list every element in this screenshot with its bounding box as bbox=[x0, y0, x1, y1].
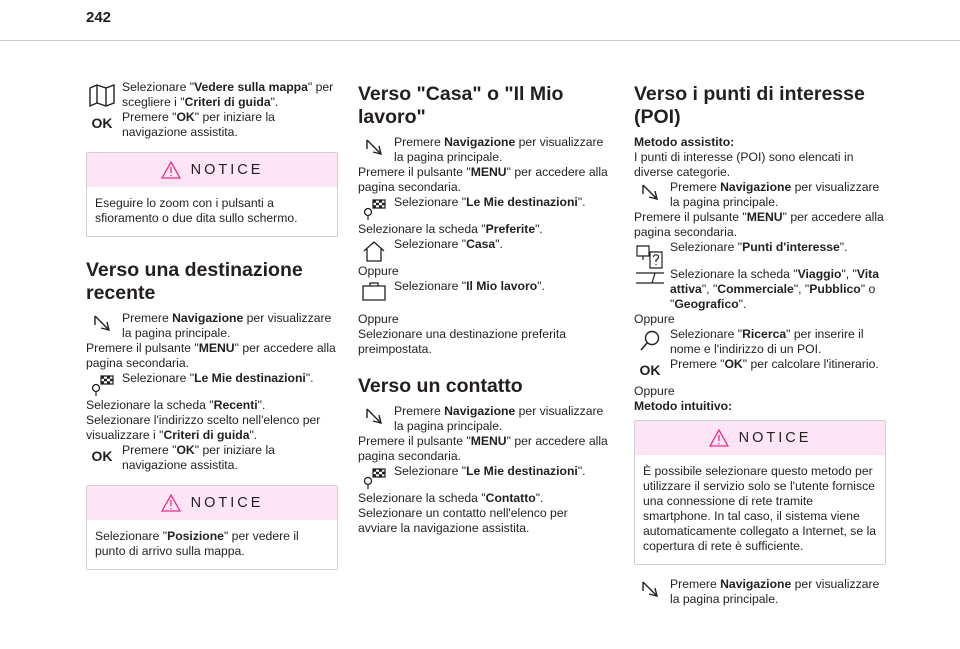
step-destinations bbox=[358, 464, 610, 479]
step-navigation bbox=[86, 311, 338, 341]
section-heading: Verso i punti di interesse (POI) bbox=[634, 83, 865, 128]
step-text: Selezionare un contatto nell'elenco per avviare la navigazione assistita. bbox=[358, 506, 568, 535]
step-navigation bbox=[358, 404, 610, 434]
column-right bbox=[634, 80, 886, 607]
step-text: Selezionare una destinazione preferita preimpostata. bbox=[358, 327, 567, 356]
step-navigation bbox=[358, 135, 610, 165]
step-text: Selezionare "Il Mio lavoro". bbox=[394, 279, 545, 293]
step-ok bbox=[86, 443, 338, 473]
step-text: Premere Navigazione per visualizzare la pagina principale. bbox=[394, 404, 604, 433]
warning-icon bbox=[161, 161, 181, 179]
step-text: Premere il pulsante "MENU" per accedere alla pagina secondaria. bbox=[358, 165, 608, 194]
page-number: 242 bbox=[86, 9, 112, 26]
step-text: Premere "OK" per iniziare la navigazione assistita. bbox=[122, 443, 275, 472]
map-icon bbox=[86, 82, 118, 108]
navigation-arrow-icon bbox=[634, 182, 666, 208]
column-middle bbox=[358, 80, 610, 536]
notice-box bbox=[634, 420, 886, 565]
section-heading: Verso un contatto bbox=[358, 375, 523, 397]
step-work bbox=[358, 264, 610, 294]
step-text: Selezionare la scheda "Preferite". bbox=[358, 222, 543, 236]
notice-title: NOTICE bbox=[190, 161, 264, 178]
step-text: Premere il pulsante "MENU" per accedere alla pagina secondaria. bbox=[358, 434, 608, 463]
ok-icon: OK bbox=[639, 362, 661, 378]
oppure-text: Oppure bbox=[358, 264, 399, 278]
step-text: Selezionare la scheda "Viaggio", "Vita attiva", "Commerciale", "Pubblico" o "Geografico". bbox=[670, 267, 880, 311]
step-text: Selezionare "Le Mie destinazioni". bbox=[394, 464, 586, 478]
step-tabs bbox=[634, 267, 886, 312]
step-text: Selezionare l'indirizzo scelto nell'elenco per visualizzare i "Criteri di guida". bbox=[86, 413, 321, 442]
navigation-arrow-icon bbox=[86, 313, 118, 339]
notice-box bbox=[86, 152, 338, 237]
step-ok bbox=[86, 110, 338, 140]
warning-icon bbox=[709, 429, 729, 447]
step-destinations bbox=[358, 195, 610, 210]
step-destinations bbox=[86, 371, 338, 386]
header-rule bbox=[0, 40, 960, 41]
destinations-flag-icon bbox=[358, 197, 390, 223]
step-home bbox=[358, 237, 610, 252]
ok-icon: OK bbox=[91, 448, 113, 464]
step-text: I punti di interesse (POI) sono elencati in diverse categorie. bbox=[634, 150, 854, 179]
oppure-text: Oppure bbox=[358, 312, 399, 326]
work-briefcase-icon bbox=[358, 280, 390, 306]
notice-title: NOTICE bbox=[738, 429, 812, 446]
step-navigation bbox=[634, 577, 886, 607]
method-label: Metodo intuitivo: bbox=[634, 399, 733, 413]
step-text: Premere Navigazione per visualizzare la pagina principale. bbox=[670, 577, 880, 606]
notice-box bbox=[86, 485, 338, 570]
step-ok bbox=[634, 357, 886, 378]
step-navigation bbox=[634, 180, 886, 210]
step-text: Selezionare "Le Mie destinazioni". bbox=[122, 371, 314, 385]
oppure-text: Oppure bbox=[634, 384, 675, 398]
warning-icon bbox=[161, 494, 181, 512]
search-icon bbox=[634, 329, 666, 355]
step-poi bbox=[634, 240, 886, 255]
step-text: Premere "OK" per iniziare la navigazione assistita. bbox=[122, 110, 275, 139]
notice-header bbox=[87, 153, 337, 187]
navigation-arrow-icon bbox=[358, 137, 390, 163]
step-text: Selezionare "Ricerca" per inserire il nome e l'indirizzo di un POI. bbox=[670, 327, 864, 356]
step-text: Premere il pulsante "MENU" per accedere alla pagina secondaria. bbox=[86, 341, 336, 370]
step-text: Premere Navigazione per visualizzare la pagina principale. bbox=[122, 311, 332, 340]
home-icon bbox=[358, 239, 390, 265]
step-text: Selezionare "Le Mie destinazioni". bbox=[394, 195, 586, 209]
poi-question-icon bbox=[634, 242, 666, 268]
tab-icon bbox=[634, 269, 666, 295]
step-search bbox=[634, 327, 886, 357]
notice-text: Eseguire lo zoom con i pulsanti a sfioramento o due dita sullo schermo. bbox=[95, 196, 298, 225]
notice-text: È possibile selezionare questo metodo per utilizzare il servizio solo se l'utente fornisce una connessione di rete tramite smartphone. In tal caso, il sistema viene automaticamente collegato a Internet, se la copertura di rete è sufficiente. bbox=[643, 464, 877, 553]
navigation-arrow-icon bbox=[358, 406, 390, 432]
oppure-text: Oppure bbox=[634, 312, 675, 326]
step-text: Selezionare "Casa". bbox=[394, 237, 503, 251]
method-label: Metodo assistito: bbox=[634, 135, 735, 149]
step-text: Premere Navigazione per visualizzare la pagina principale. bbox=[670, 180, 880, 209]
notice-header bbox=[87, 486, 337, 520]
step-text: Premere Navigazione per visualizzare la pagina principale. bbox=[394, 135, 604, 164]
step-text: Selezionare la scheda "Recenti". bbox=[86, 398, 266, 412]
ok-icon: OK bbox=[91, 115, 113, 131]
destinations-flag-icon bbox=[358, 466, 390, 492]
navigation-arrow-icon bbox=[634, 579, 666, 605]
step-view-map bbox=[86, 80, 338, 110]
notice-text: Selezionare "Posizione" per vedere il punto di arrivo sulla mappa. bbox=[95, 529, 299, 558]
section-heading: Verso una destinazione recente bbox=[86, 259, 303, 304]
notice-title: NOTICE bbox=[190, 494, 264, 511]
column-left bbox=[86, 80, 338, 570]
step-text: Selezionare la scheda "Contatto". bbox=[358, 491, 544, 505]
step-text: Premere il pulsante "MENU" per accedere alla pagina secondaria. bbox=[634, 210, 884, 239]
notice-header bbox=[635, 421, 885, 455]
step-text: Selezionare "Vedere sulla mappa" per scegliere i "Criteri di guida". bbox=[122, 80, 334, 109]
destinations-flag-icon bbox=[86, 373, 118, 399]
step-text: Premere "OK" per calcolare l'itinerario. bbox=[670, 357, 879, 371]
step-text: Selezionare "Punti d'interesse". bbox=[670, 240, 848, 254]
section-heading: Verso "Casa" o "Il Mio lavoro" bbox=[358, 83, 564, 128]
